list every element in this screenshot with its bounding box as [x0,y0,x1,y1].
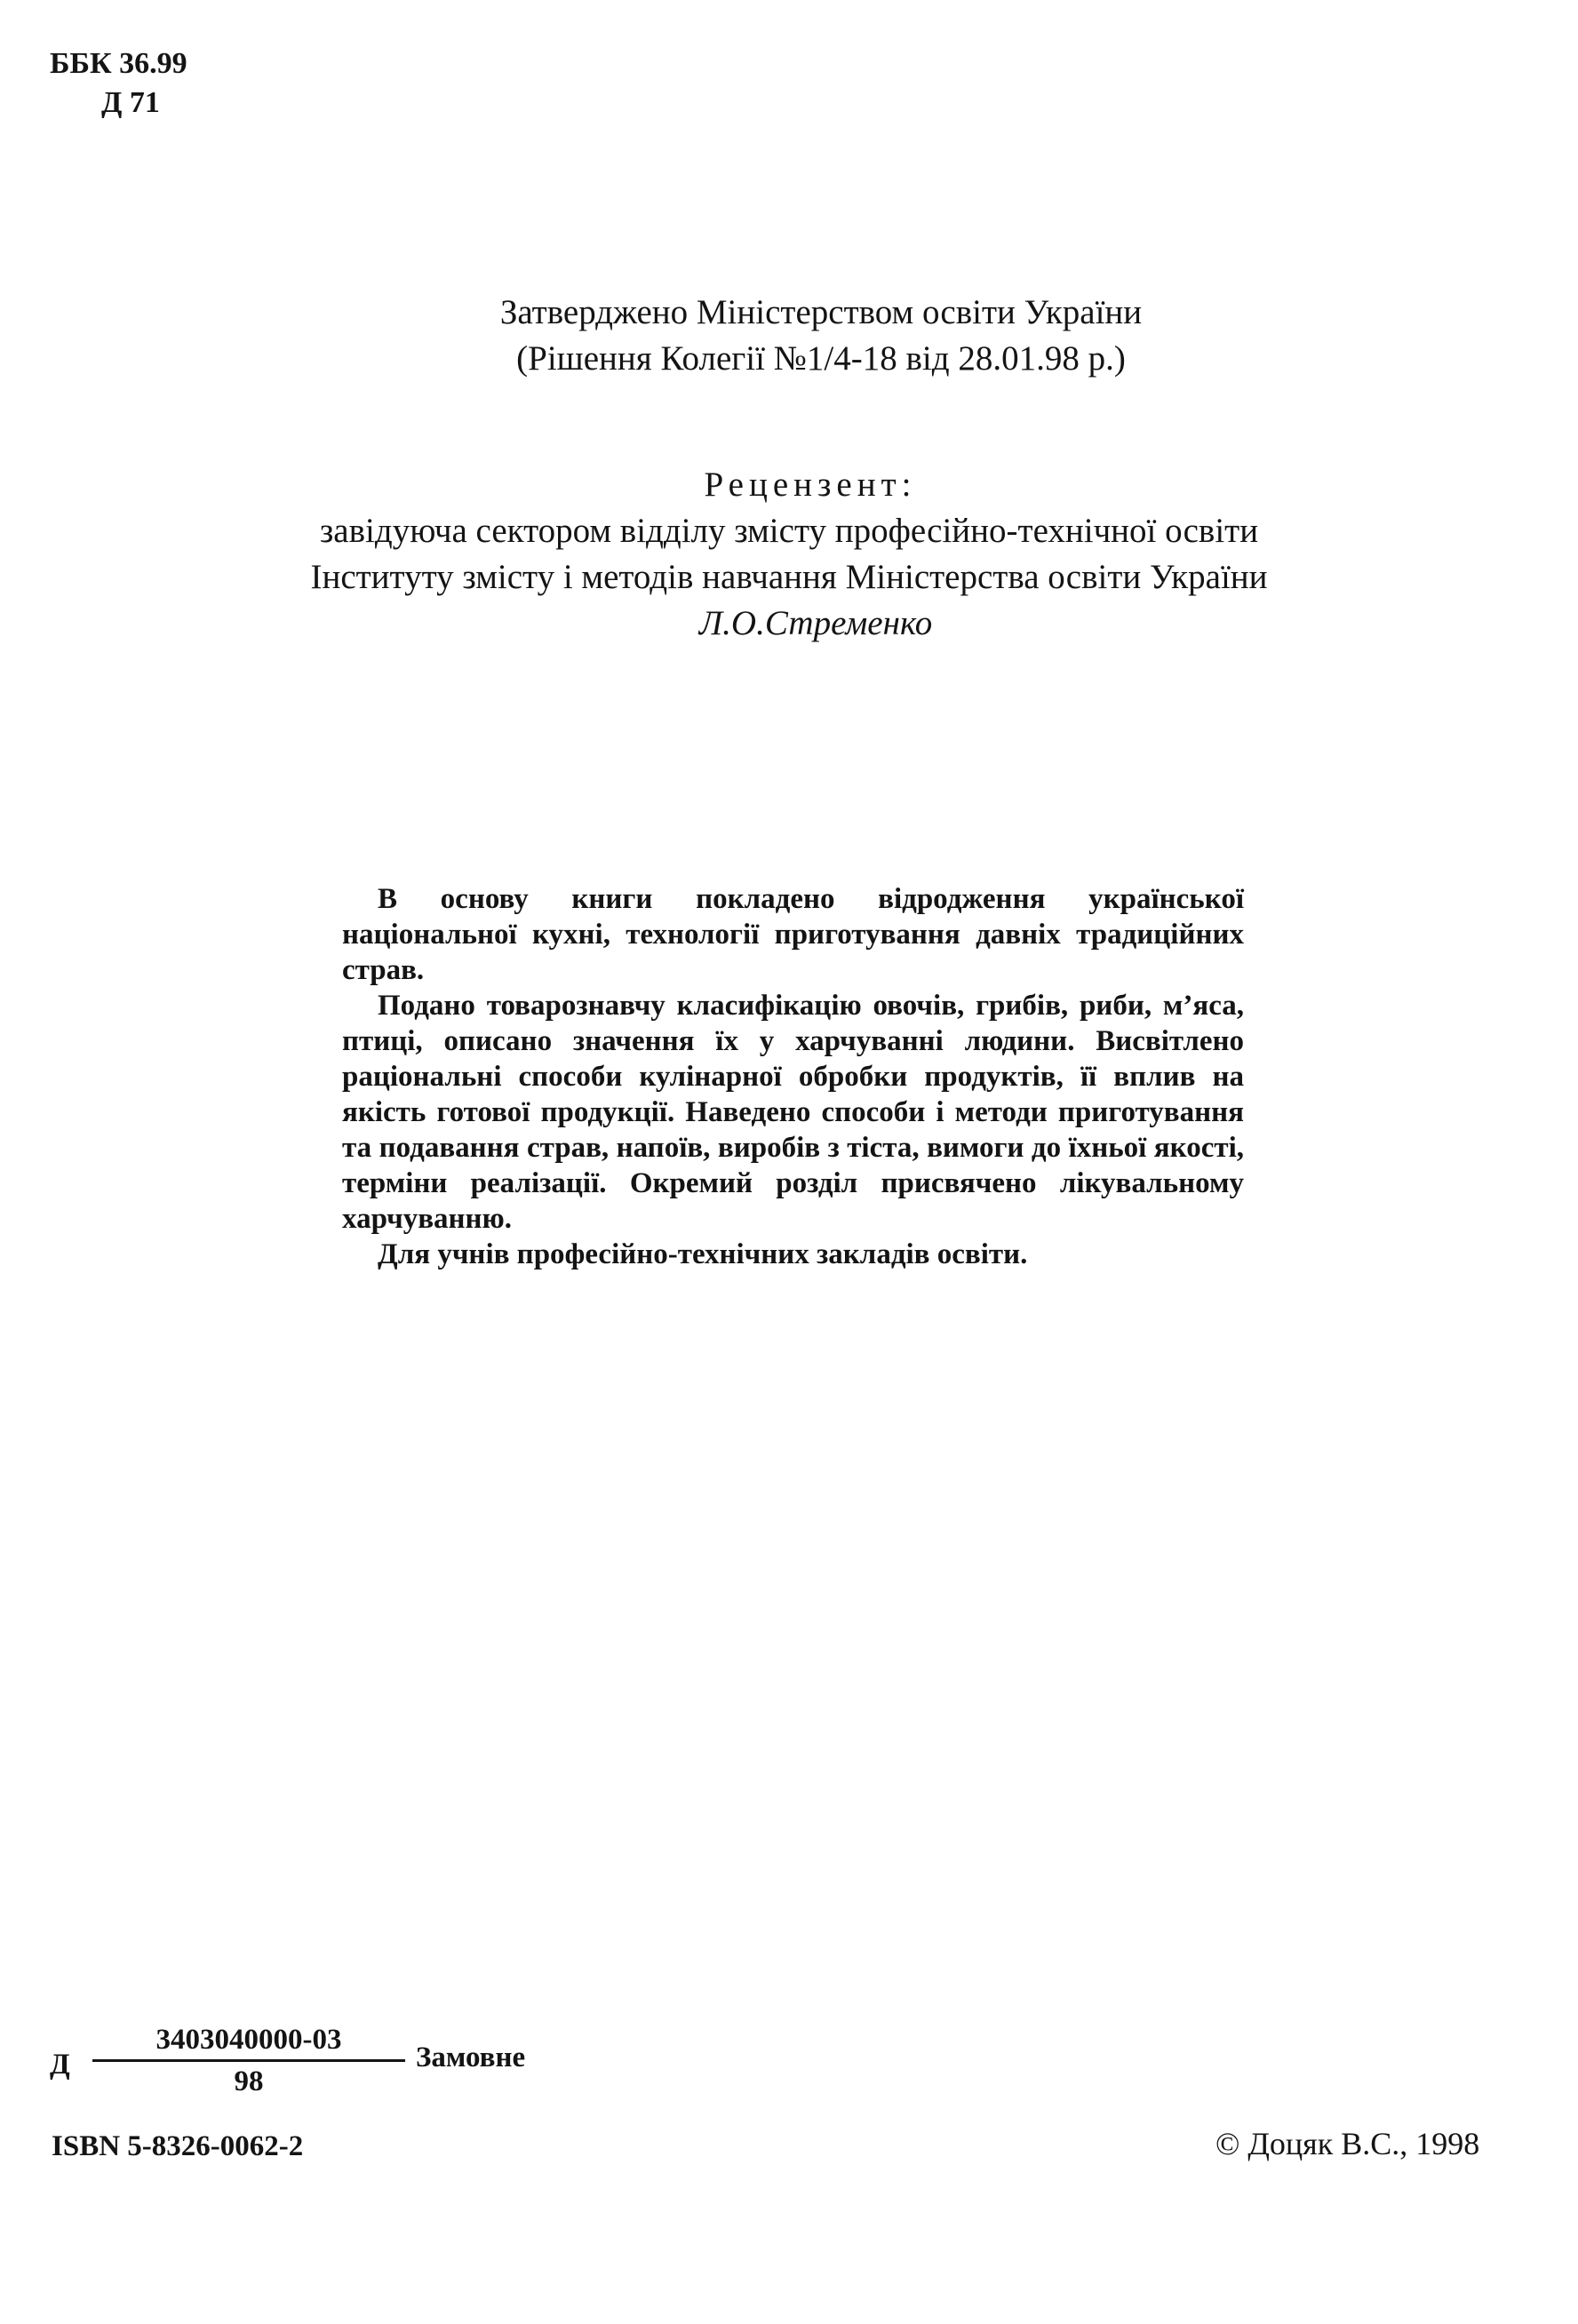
reviewer-heading: Рецензент: [704,466,917,504]
reviewer-position-line-1: завідуюча сектором відділу змісту професійно-технічної освіти [319,512,1259,550]
author-mark: Д 71 [101,86,160,119]
bbk-classification [50,44,187,123]
index-numerator: 3403040000-03 [155,2024,342,2056]
index-denominator: 98 [234,2065,264,2097]
copyright: © Доцяк В.С., 1998 [1215,2126,1480,2161]
approval-line-2: (Рішення Колегії №1/4-18 від 28.01.98 р.) [516,339,1126,378]
approval-line-1: Затверджено Міністерством освіти України [499,293,1143,331]
approval-notice [0,290,1578,382]
reviewer-name: Л.О.Стременко [698,604,933,642]
reviewer-block [0,462,1578,647]
reviewer-position-line-2: Інституту змісту і методів навчання Міністерства освіти України [310,558,1268,596]
annotation-paragraph: Подано товарознавчу класифікацію овочів, грибів, риби, м’яса, птиці, описано значення їх у харчуванні людини. Висвітлено раціональні способи кулінарної обробки продуктів, її вплив на якість готової продукції. Наведено способи і методи приготування та подавання страв, напоїв, виробів з тіста, вимоги до їхньої якості, терміни реалізації. Окремий розділ присвячено лікувальному харчуванню. [342,990,1244,1235]
annotation-paragraph: Для учнів професійно-технічних закладів освіти. [378,1238,1028,1270]
isbn: ISBN 5-8326-0062-2 [52,2130,304,2162]
index-fraction [92,2022,405,2097]
book-annotation [342,881,1244,1272]
order-label: Замовне [416,2041,526,2073]
bbk-code: ББК 36.99 [50,47,187,80]
fraction-bar [92,2059,405,2062]
annotation-paragraph: В основу книги покладено відродження української національної кухні, технології приготування давніх традиційних страв. [342,883,1244,986]
index-letter: Д [50,2049,70,2081]
